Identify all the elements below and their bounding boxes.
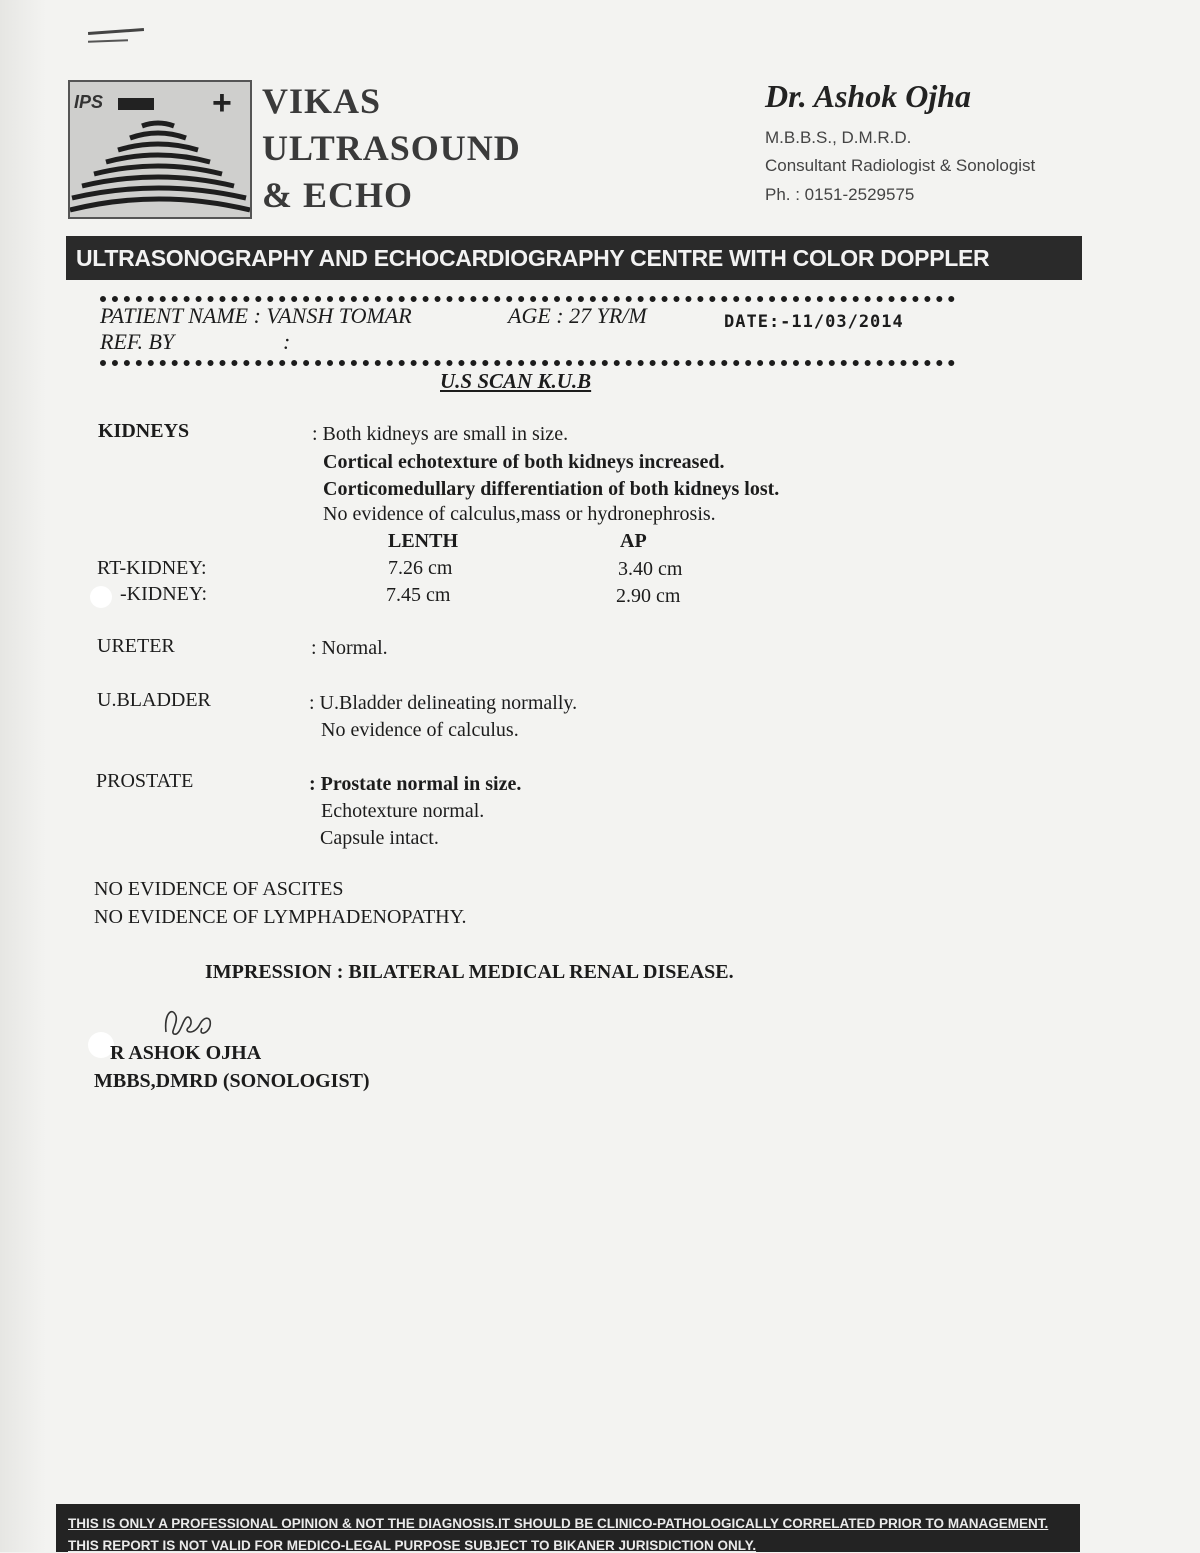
patient-age: AGE : 27 YR/M [508,303,647,328]
rt-kidney-ap: 3.40 cm [618,558,683,580]
signatory-name: R ASHOK OJHA [110,1042,262,1064]
staple-mark [88,28,144,35]
ascites-finding: NO EVIDENCE OF ASCITES [94,878,344,900]
lt-kidney-ap: 2.90 cm [616,585,681,607]
patient-name: PATIENT NAME : VANSH TOMAR [100,303,412,328]
scan-title: U.S SCAN K.U.B [440,369,592,393]
handwritten-signature [160,1002,220,1042]
ureter-label: URETER [97,635,175,657]
clinic-logo [68,80,252,219]
prostate-line-2: Echotexture normal. [321,800,485,822]
length-column-header: LENTH [388,530,459,552]
lymphadenopathy-finding: NO EVIDENCE OF LYMPHADENOPATHY. [94,906,467,928]
kidneys-line-4: No evidence of calculus,mass or hydronephrosis. [323,503,716,525]
ureter-text: : Normal. [311,637,388,659]
logo-text: IPS [74,92,104,112]
signatory-qualification: MBBS,DMRD (SONOLOGIST) [94,1070,370,1092]
doctor-title: Consultant Radiologist & Sonologist [765,156,1036,175]
clinic-brand [262,78,521,219]
brand-line-1: VIKAS [262,81,382,121]
lt-kidney-length: 7.45 cm [386,584,451,606]
ref-by-colon: : [283,329,291,354]
prostate-label: PROSTATE [96,770,194,792]
plus-icon: + [212,84,232,122]
kidneys-label: KIDNEYS [98,420,190,442]
brand-line-3: & ECHO [262,175,414,215]
dotted-divider-top [100,296,955,302]
footer-line-2: THIS REPORT IS NOT VALID FOR MEDICO-LEGAL PURPOSE SUBJECT TO BIKANER JURISDICTION ONLY. [68,1538,757,1553]
paper-edge [0,0,46,1552]
kidneys-line-1: : Both kidneys are small in size. [312,423,569,445]
kidneys-line-3: Corticomedullary differentiation of both kidneys lost. [323,478,780,500]
bladder-label: U.BLADDER [97,689,211,711]
doctor-name: Dr. Ashok Ojha [765,78,971,114]
ap-column-header: AP [620,530,647,552]
header-banner: ULTRASONOGRAPHY AND ECHOCARDIOGRAPHY CENTRE WITH COLOR DOPPLER [66,236,1082,280]
dotted-divider-bottom [100,360,955,366]
report-date: DATE:-11/03/2014 [724,312,904,332]
ultrasound-waves-icon [70,82,250,217]
bladder-line-1: : U.Bladder delineating normally. [309,692,578,714]
rt-kidney-length: 7.26 cm [388,557,453,579]
prostate-line-3: Capsule intact. [320,827,439,849]
prostate-line-1: : Prostate normal in size. [309,773,522,795]
doctor-qualification: M.B.B.S., D.M.R.D. [765,128,912,147]
doctor-phone: Ph. : 0151-2529575 [765,185,915,204]
footer-line-1: THIS IS ONLY A PROFESSIONAL OPINION & NOT THE DIAGNOSIS.IT SHOULD BE CLINICO-PATHOLOGICALLY CORRELATED PRIOR TO MANAGEMENT. [68,1516,1049,1531]
impression: IMPRESSION : BILATERAL MEDICAL RENAL DISEASE. [205,961,734,983]
lt-kidney-label: -KIDNEY: [120,583,208,605]
staple-mark-2 [88,39,128,42]
paper-hole [90,586,112,608]
brand-line-2: ULTRASOUND [262,128,521,168]
ref-by-label: REF. BY [100,329,175,354]
rt-kidney-label: RT-KIDNEY: [97,557,207,579]
footer-disclaimer [56,1504,1080,1552]
bladder-line-2: No evidence of calculus. [321,719,519,741]
kidneys-line-2: Cortical echotexture of both kidneys increased. [323,451,725,473]
